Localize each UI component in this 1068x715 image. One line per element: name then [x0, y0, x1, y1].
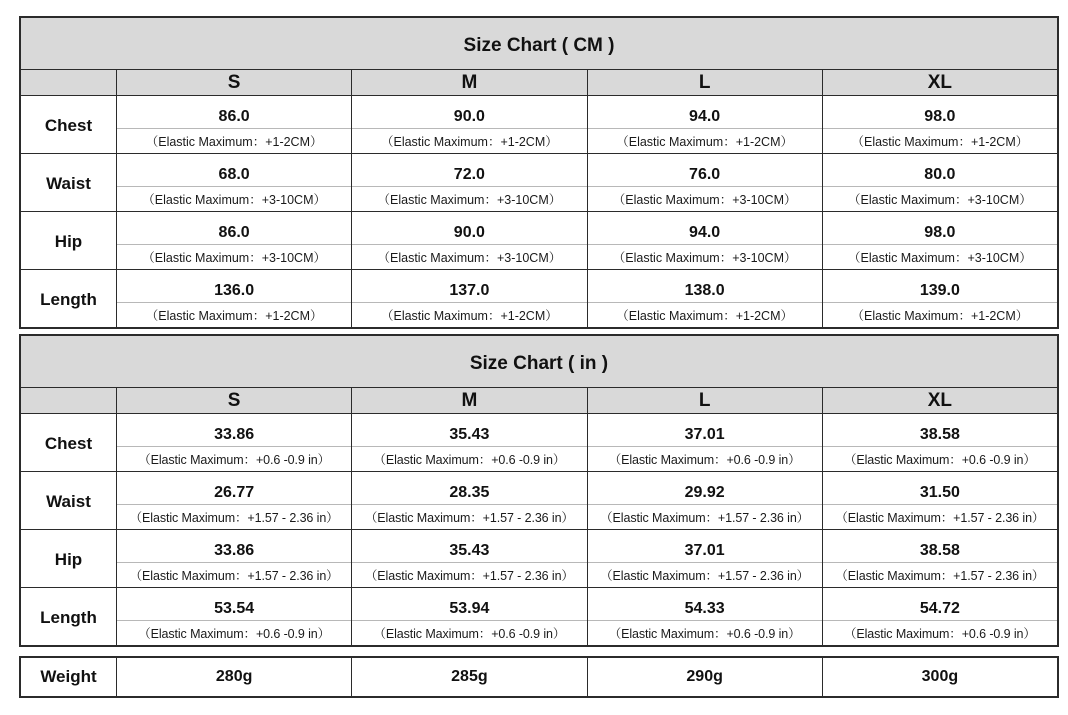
measurement-cell — [588, 530, 823, 587]
measurement-cell — [823, 414, 1057, 471]
elastic-note: （Elastic Maximum：+0.6 -0.9 in） — [138, 453, 331, 467]
size-head-l: L — [588, 70, 823, 95]
measurement-cell — [117, 414, 352, 471]
measurement-value: 31.50 — [823, 472, 1057, 505]
measurement-value: 86.0 — [117, 96, 351, 129]
measurement-value: 90.0 — [352, 96, 586, 129]
elastic-note: （Elastic Maximum：+3-10CM） — [848, 193, 1032, 207]
table-row-hip — [21, 212, 1057, 270]
measurement-cell — [588, 588, 823, 645]
size-head-xl: XL — [927, 71, 953, 93]
row-label: Length — [21, 270, 117, 327]
measurement-cell — [823, 588, 1057, 645]
measurement-cell — [352, 96, 587, 153]
elastic-note: （Elastic Maximum：+3-10CM） — [142, 251, 326, 265]
measurement-cell — [117, 530, 352, 587]
size-chart-cm — [19, 16, 1059, 329]
measurement-value: 72.0 — [352, 154, 586, 187]
measurement-cell — [823, 154, 1057, 211]
measurement-cell — [588, 212, 823, 269]
elastic-note: （Elastic Maximum：+1-2CM） — [145, 135, 323, 149]
elastic-note: （Elastic Maximum：+3-10CM） — [377, 251, 562, 265]
measurement-value: 94.0 — [588, 212, 822, 245]
size-head-xl: XL — [927, 389, 953, 411]
elastic-note: （Elastic Maximum：+3-10CM） — [848, 251, 1032, 265]
measurement-cell — [588, 270, 823, 327]
elastic-note: （Elastic Maximum：+3-10CM） — [612, 193, 797, 207]
elastic-note: （Elastic Maximum：+1-2CM） — [380, 309, 558, 323]
measurement-cell — [588, 96, 823, 153]
table-row-length — [21, 270, 1057, 327]
table-row-chest — [21, 414, 1057, 472]
elastic-note: （Elastic Maximum：+3-10CM） — [377, 193, 562, 207]
elastic-note: （Elastic Maximum：+1.57 - 2.36 in） — [364, 569, 574, 583]
measurement-cell — [352, 270, 587, 327]
size-head-m: M — [352, 388, 587, 413]
measurement-value: 98.0 — [823, 212, 1057, 245]
measurement-value: 37.01 — [588, 530, 822, 563]
size-header-row — [21, 70, 1057, 96]
measurement-value: 136.0 — [117, 270, 351, 303]
measurement-cell — [823, 96, 1057, 153]
measurement-value: 138.0 — [588, 270, 822, 303]
measurement-value: 137.0 — [352, 270, 586, 303]
elastic-note: （Elastic Maximum：+0.6 -0.9 in） — [138, 627, 331, 641]
measurement-cell — [823, 472, 1057, 529]
measurement-cell — [352, 212, 587, 269]
measurement-value: 37.01 — [588, 414, 822, 447]
measurement-cell — [117, 154, 352, 211]
size-head-s: S — [117, 70, 352, 95]
measurement-value: 76.0 — [588, 154, 822, 187]
measurement-value: 53.94 — [352, 588, 586, 621]
corner-cell — [21, 388, 117, 413]
measurement-cell — [352, 414, 587, 471]
size-head-l: L — [588, 388, 823, 413]
elastic-note: （Elastic Maximum：+1-2CM） — [616, 309, 793, 323]
measurement-value: 53.54 — [117, 588, 351, 621]
measurement-value: 54.72 — [823, 588, 1057, 621]
measurement-cell — [823, 530, 1057, 587]
size-header-row — [21, 388, 1057, 414]
row-label: Chest — [21, 414, 117, 471]
row-label: Weight — [21, 658, 117, 696]
row-label: Hip — [21, 530, 117, 587]
row-label: Hip — [21, 212, 117, 269]
elastic-note: （Elastic Maximum：+0.6 -0.9 in） — [843, 627, 1036, 641]
row-label: Waist — [21, 154, 117, 211]
row-label: Chest — [21, 96, 117, 153]
elastic-note: （Elastic Maximum：+3-10CM） — [142, 193, 326, 207]
size-chart-cm-title: Size Chart ( CM ) — [21, 18, 1057, 70]
measurement-cell — [352, 154, 587, 211]
measurement-value: 35.43 — [352, 414, 586, 447]
row-label: Length — [21, 588, 117, 645]
measurement-cell — [588, 472, 823, 529]
table-row-hip — [21, 530, 1057, 588]
measurement-cell — [117, 472, 352, 529]
table-row-length — [21, 588, 1057, 645]
measurement-cell — [352, 530, 587, 587]
row-label: Waist — [21, 472, 117, 529]
measurement-cell — [588, 414, 823, 471]
elastic-note: （Elastic Maximum：+0.6 -0.9 in） — [843, 453, 1036, 467]
elastic-note: （Elastic Maximum：+0.6 -0.9 in） — [608, 453, 801, 467]
elastic-note: （Elastic Maximum：+1-2CM） — [851, 309, 1029, 323]
size-chart-in — [19, 334, 1059, 647]
measurement-cell — [588, 154, 823, 211]
measurement-value: 90.0 — [352, 212, 586, 245]
measurement-value: 86.0 — [117, 212, 351, 245]
elastic-note: （Elastic Maximum：+1.57 - 2.36 in） — [835, 569, 1045, 583]
measurement-cell — [352, 472, 587, 529]
measurement-value: 35.43 — [352, 530, 586, 563]
elastic-note: （Elastic Maximum：+0.6 -0.9 in） — [373, 453, 566, 467]
elastic-note: （Elastic Maximum：+3-10CM） — [612, 251, 797, 265]
elastic-note: （Elastic Maximum：+0.6 -0.9 in） — [608, 627, 801, 641]
measurement-value: 28.35 — [352, 472, 586, 505]
weight-value: 285g — [352, 658, 587, 696]
corner-cell — [21, 70, 117, 95]
elastic-note: （Elastic Maximum：+1-2CM） — [380, 135, 558, 149]
measurement-value: 94.0 — [588, 96, 822, 129]
elastic-note: （Elastic Maximum：+1.57 - 2.36 in） — [129, 569, 339, 583]
measurement-cell — [823, 212, 1057, 269]
measurement-value: 33.86 — [117, 414, 351, 447]
size-head-s: S — [117, 388, 352, 413]
measurement-value: 38.58 — [823, 414, 1057, 447]
weight-table — [19, 656, 1059, 698]
elastic-note: （Elastic Maximum：+1.57 - 2.36 in） — [835, 511, 1045, 525]
elastic-note: （Elastic Maximum：+1.57 - 2.36 in） — [364, 511, 574, 525]
table-row-waist — [21, 154, 1057, 212]
measurement-value: 29.92 — [588, 472, 822, 505]
measurement-value: 80.0 — [823, 154, 1057, 187]
elastic-note: （Elastic Maximum：+0.6 -0.9 in） — [373, 627, 566, 641]
table-row-waist — [21, 472, 1057, 530]
measurement-cell — [352, 588, 587, 645]
measurement-cell — [117, 588, 352, 645]
table-row-weight — [21, 658, 1057, 696]
elastic-note: （Elastic Maximum：+1-2CM） — [851, 135, 1029, 149]
weight-value: 300g — [921, 668, 959, 685]
measurement-value: 139.0 — [823, 270, 1057, 303]
measurement-cell — [117, 270, 352, 327]
measurement-value: 68.0 — [117, 154, 351, 187]
measurement-cell — [823, 270, 1057, 327]
measurement-value: 26.77 — [117, 472, 351, 505]
size-head-m: M — [352, 70, 587, 95]
elastic-note: （Elastic Maximum：+1.57 - 2.36 in） — [129, 511, 339, 525]
elastic-note: （Elastic Maximum：+1.57 - 2.36 in） — [600, 511, 810, 525]
measurement-value: 33.86 — [117, 530, 351, 563]
table-row-chest — [21, 96, 1057, 154]
measurement-cell — [117, 212, 352, 269]
measurement-value: 38.58 — [823, 530, 1057, 563]
weight-value: 280g — [117, 658, 352, 696]
elastic-note: （Elastic Maximum：+1.57 - 2.36 in） — [600, 569, 810, 583]
elastic-note: （Elastic Maximum：+1-2CM） — [616, 135, 793, 149]
measurement-value: 54.33 — [588, 588, 822, 621]
measurement-cell — [117, 96, 352, 153]
size-chart-in-title: Size Chart ( in ) — [21, 336, 1057, 388]
elastic-note: （Elastic Maximum：+1-2CM） — [145, 309, 323, 323]
measurement-value: 98.0 — [823, 96, 1057, 129]
weight-value: 290g — [588, 658, 823, 696]
